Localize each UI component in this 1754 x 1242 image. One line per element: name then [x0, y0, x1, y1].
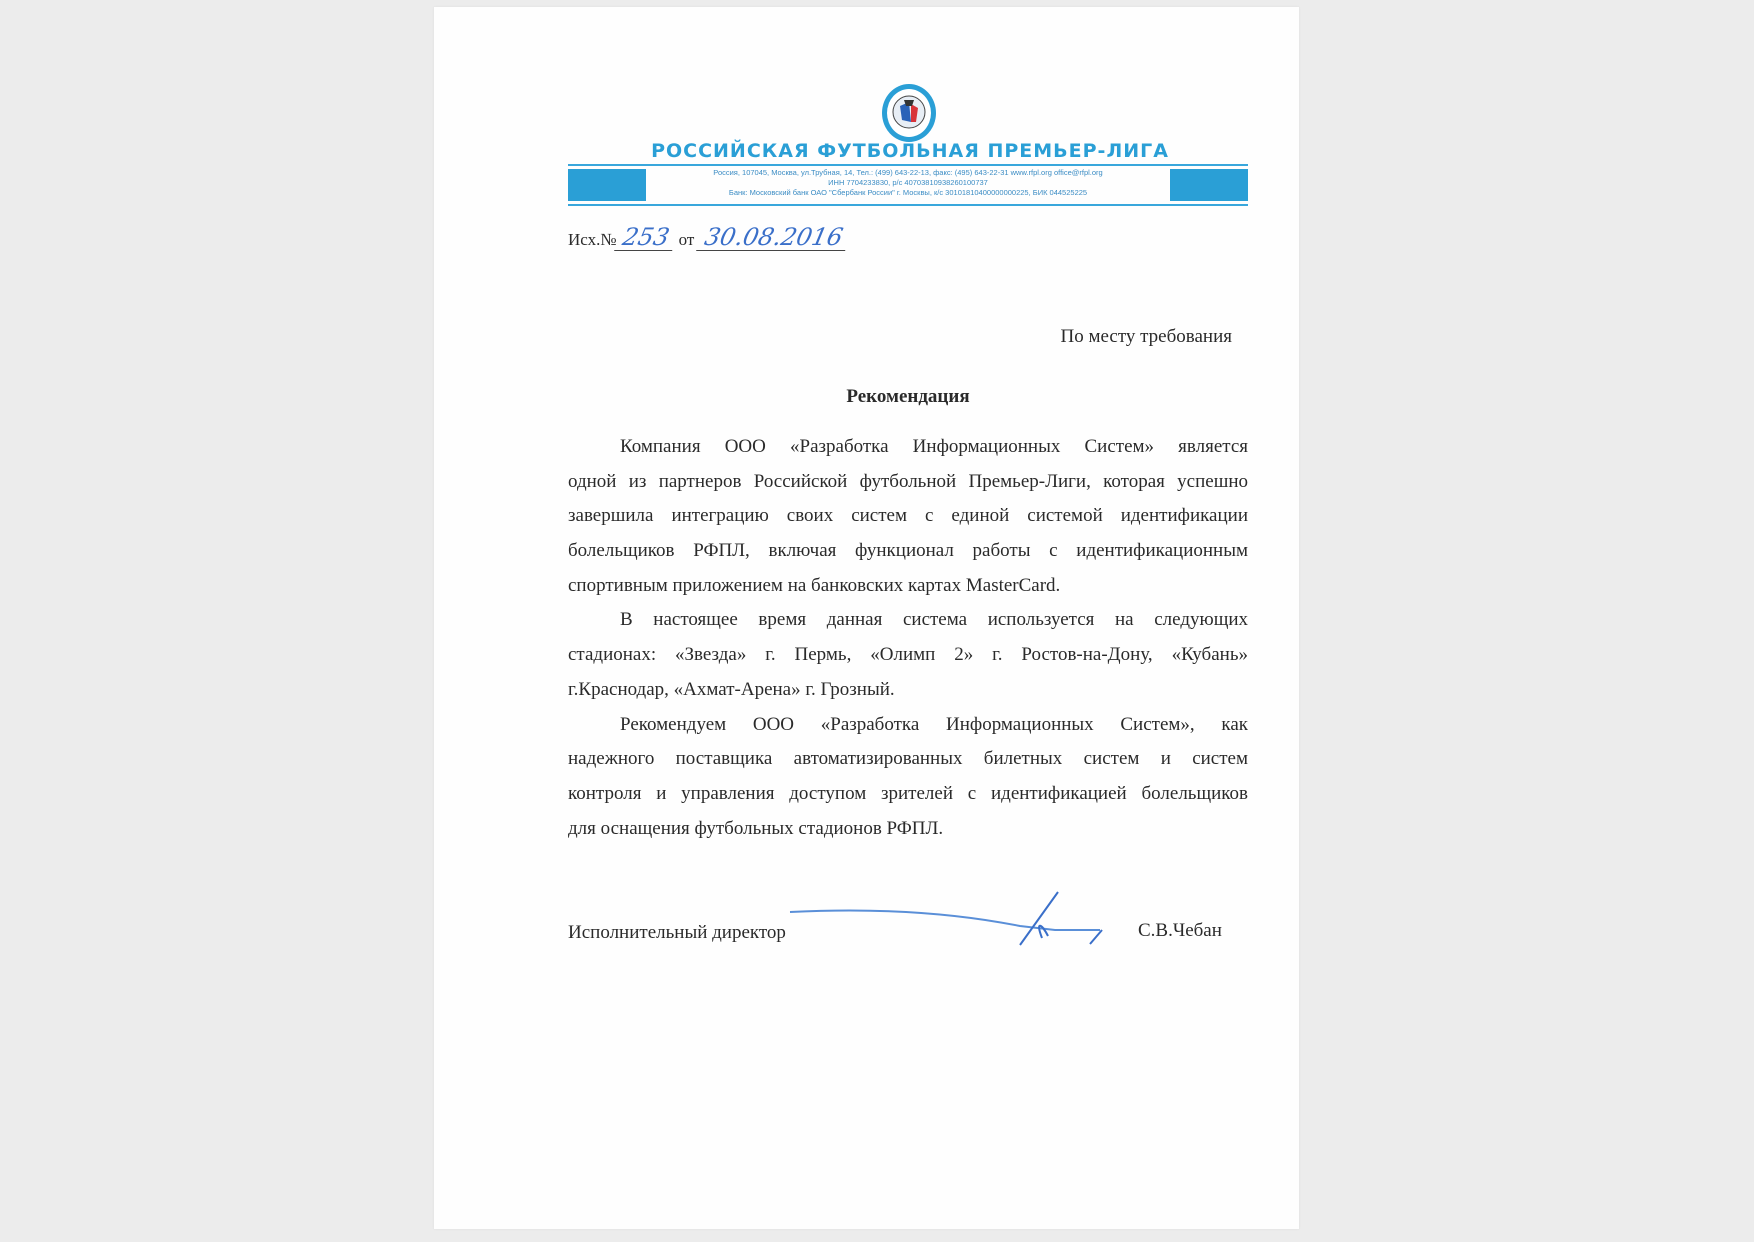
band-block-left [568, 169, 646, 201]
contact-info: Россия, 107045, Москва, ул.Трубная, 14, Тел.: (499) 643-22-13, факс: (495) 643-22-31 www.rfpl.org office@rfpl.org ИНН 7704233830, р/с 40703810938260100737 Банк: Московский банк ОАО "Сбербанк России" г. Москвы, к/с 30101810400000000225, БИК 044525225 [713, 168, 1103, 197]
signatory-position: Исполнительный директор [568, 922, 786, 943]
signatory-name: С.В.Чебан [1138, 920, 1222, 941]
letter-body [568, 430, 1248, 846]
reference-number: 253 [614, 224, 678, 251]
paragraph-3: Рекомендуем ООО «Разработка Информационных Систем», как надежного поставщика автоматизированных билетных систем и систем контроля и управления доступом зрителей с идентификацией болельщиков для оснащения футбольных стадионов РФПЛ. [568, 713, 1248, 839]
letter-title: Рекомендация [846, 386, 970, 407]
outgoing-reference: Исх.№ 253 от 30.08.2016 [568, 224, 848, 251]
reference-date: 30.08.2016 [696, 224, 851, 251]
handwritten-signature [780, 880, 1120, 950]
paragraph-2: В настоящее время данная система используется на следующих стадионах: «Звезда» г. Пермь, «Олимп 2» г. Ростов-на-Дону, «Кубань» г.Краснодар, «Ахмат-Арена» г. Грозный. [568, 609, 1248, 700]
rfpl-logo [880, 82, 938, 144]
letterhead-band [568, 164, 1248, 206]
band-block-right [1170, 169, 1248, 201]
addressee: По месту требования [1060, 326, 1232, 347]
paragraph-1: Компания ООО «Разработка Информационных Систем» является одной из партнеров Российской футбольной Премьер-Лиги, которая успешно завершила интеграцию своих систем с единой системой идентификации болельщиков РФПЛ, включая функционал работы с идентификационным спортивным приложением на банковских картах MasterCard. [568, 436, 1248, 596]
org-name: РОССИЙСКАЯ ФУТБОЛЬНАЯ ПРЕМЬЕР-ЛИГА [651, 140, 1169, 162]
